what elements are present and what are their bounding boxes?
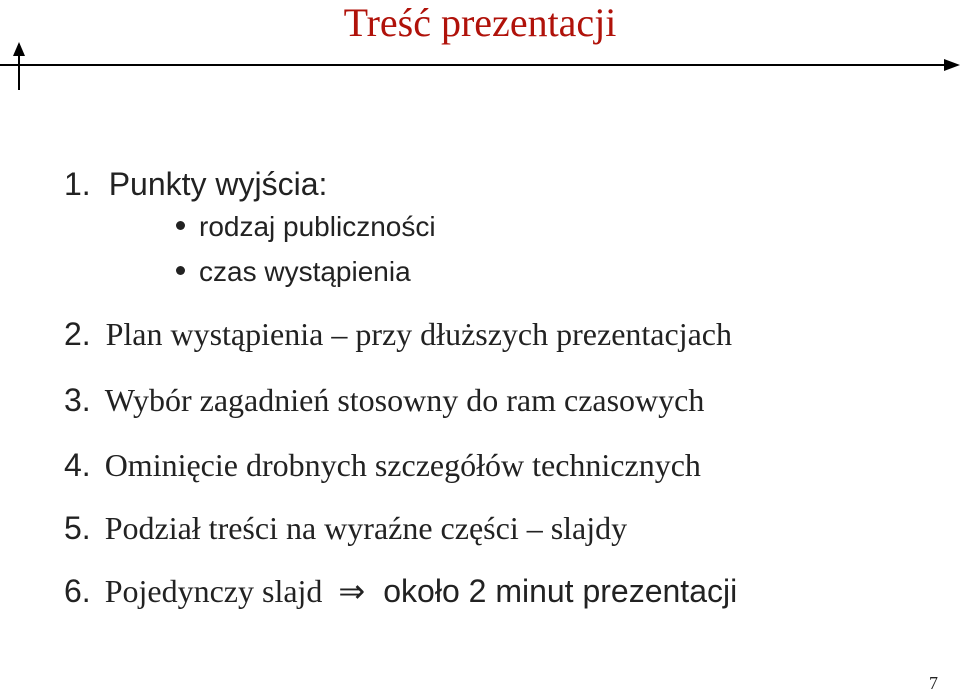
list-number: 3. bbox=[64, 382, 91, 418]
list-text: Ominięcie drobnych szczegółów technicznych bbox=[104, 447, 701, 483]
list-text: Plan wystąpienia – przy dłuższych prezentacjach bbox=[105, 316, 732, 352]
list-text: Podział treści na wyraźne części – slajdy bbox=[104, 510, 628, 546]
bullet-icon bbox=[176, 221, 185, 230]
sub-list-item-2 bbox=[176, 255, 411, 289]
list-text-before: Pojedynczy slajd bbox=[104, 573, 323, 609]
list-item-3 bbox=[64, 381, 704, 419]
list-number: 1. bbox=[64, 166, 91, 202]
page-number: 7 bbox=[929, 673, 938, 693]
list-text-after: około 2 minut prezentacji bbox=[383, 573, 738, 609]
implies-arrow-icon: ⇒ bbox=[338, 572, 366, 610]
horizontal-axis-arrowhead bbox=[944, 59, 960, 71]
sub-list-item-1 bbox=[176, 210, 436, 244]
list-number: 2. bbox=[64, 316, 91, 352]
list-item-5 bbox=[64, 509, 627, 547]
sub-list-text: czas wystąpienia bbox=[199, 256, 411, 287]
slide-title: Treść prezentacji bbox=[343, 0, 617, 45]
list-number: 4. bbox=[64, 447, 91, 483]
list-number: 5. bbox=[64, 510, 91, 546]
list-item-6 bbox=[64, 572, 737, 610]
list-number: 6. bbox=[64, 573, 91, 609]
list-item-2 bbox=[64, 315, 732, 353]
list-text: Wybór zagadnień stosowny do ram czasowych bbox=[104, 382, 705, 418]
vertical-axis-arrowhead bbox=[13, 42, 25, 56]
sub-list-text: rodzaj publiczności bbox=[199, 211, 436, 242]
list-item-1 bbox=[64, 165, 327, 203]
bullet-icon bbox=[176, 266, 185, 275]
list-item-4 bbox=[64, 446, 701, 484]
list-text: Punkty wyjścia: bbox=[108, 166, 328, 202]
